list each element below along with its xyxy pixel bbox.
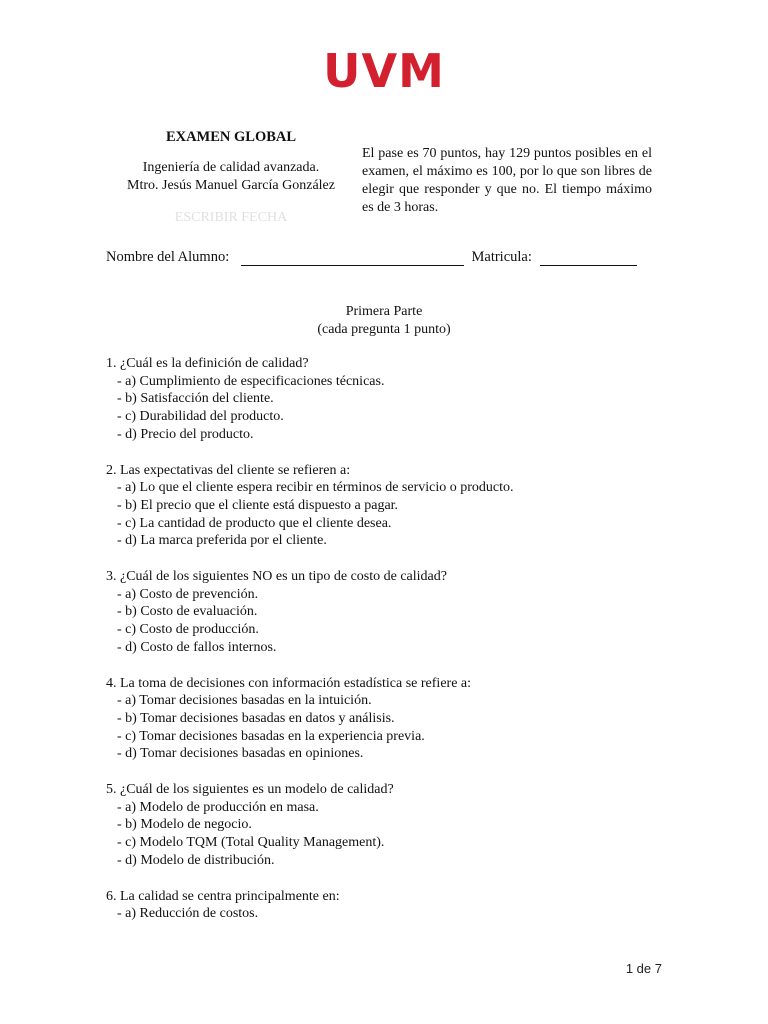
option: - a) Costo de prevención.: [117, 586, 259, 602]
option: - d) Precio del producto.: [117, 426, 254, 442]
option: - c) Tomar decisiones basadas en la experiencia previa.: [117, 728, 425, 744]
question-text: 6. La calidad se centra principalmente en:: [106, 888, 340, 904]
student-id-blank[interactable]: [540, 250, 637, 266]
section-heading: [0, 303, 768, 339]
student-info-line: [106, 249, 637, 266]
option: - b) El precio que el cliente está dispuesto a pagar.: [117, 497, 399, 513]
option: - b) Tomar decisiones basadas en datos y análisis.: [117, 710, 395, 726]
page-number: 1 de 7: [625, 961, 662, 976]
option: - d) La marca preferida por el cliente.: [117, 533, 327, 549]
option: - d) Costo de fallos internos.: [117, 639, 277, 655]
question-text: 1. ¿Cuál es la definición de calidad?: [106, 356, 309, 371]
option: - c) Durabilidad del producto.: [117, 409, 284, 425]
option: - c) La cantidad de producto que el cliente desea.: [117, 515, 392, 531]
option: - a) Cumplimiento de especificaciones técnicas.: [117, 373, 385, 389]
exam-title: EXAMEN GLOBAL: [165, 129, 297, 145]
option: - a) Modelo de producción en masa.: [117, 799, 319, 815]
option: - b) Satisfacción del cliente.: [117, 391, 274, 407]
option: - a) Lo que el cliente espera recibir en términos de servicio o producto.: [117, 480, 514, 496]
course-name: Ingeniería de calidad avanzada.: [142, 160, 320, 175]
option: - d) Tomar decisiones basadas en opiniones.: [117, 746, 364, 762]
question-3: [106, 568, 514, 657]
student-id-label: Matricula:: [471, 249, 532, 265]
uvm-logo: UVM: [323, 44, 445, 98]
question-1: [106, 355, 514, 444]
question-text: 4. La toma de decisiones con información estadística se refiere a:: [106, 675, 472, 691]
question-6: [106, 888, 514, 923]
exam-instructions: El pase es 70 puntos, hay 129 puntos posibles en el examen, el máximo es 100, por lo que son libres de elegir que responder y que no. El tiempo máximo es de 3 horas.: [362, 146, 652, 215]
date-placeholder[interactable]: ESCRIBIR FECHA: [174, 210, 288, 225]
teacher-name: Mtro. Jesús Manuel García González: [127, 178, 335, 193]
question-4: [106, 675, 514, 764]
question-text: 3. ¿Cuál de los siguientes NO es un tipo de costo de calidad?: [106, 569, 447, 585]
section-title: Primera Parte: [345, 304, 423, 319]
option: - b) Modelo de negocio.: [117, 817, 252, 833]
question-list: [106, 355, 514, 941]
student-name-label: Nombre del Alumno:: [106, 249, 230, 265]
option: - a) Reducción de costos.: [117, 906, 259, 922]
option: - a) Tomar decisiones basadas en la intuición.: [117, 693, 372, 709]
option: - b) Costo de evaluación.: [117, 604, 258, 620]
question-2: [106, 462, 514, 551]
exam-header: [108, 128, 354, 227]
question-text: 5. ¿Cuál de los siguientes es un modelo de calidad?: [106, 782, 394, 798]
question-5: [106, 781, 514, 870]
option: - c) Costo de producción.: [117, 622, 259, 638]
student-name-blank[interactable]: [241, 250, 464, 266]
section-subtitle: (cada pregunta 1 punto): [317, 322, 451, 337]
option: - c) Modelo TQM (Total Quality Management).: [117, 835, 385, 851]
option: - d) Modelo de distribución.: [117, 852, 275, 868]
question-text: 2. Las expectativas del cliente se refieren a:: [106, 462, 351, 478]
